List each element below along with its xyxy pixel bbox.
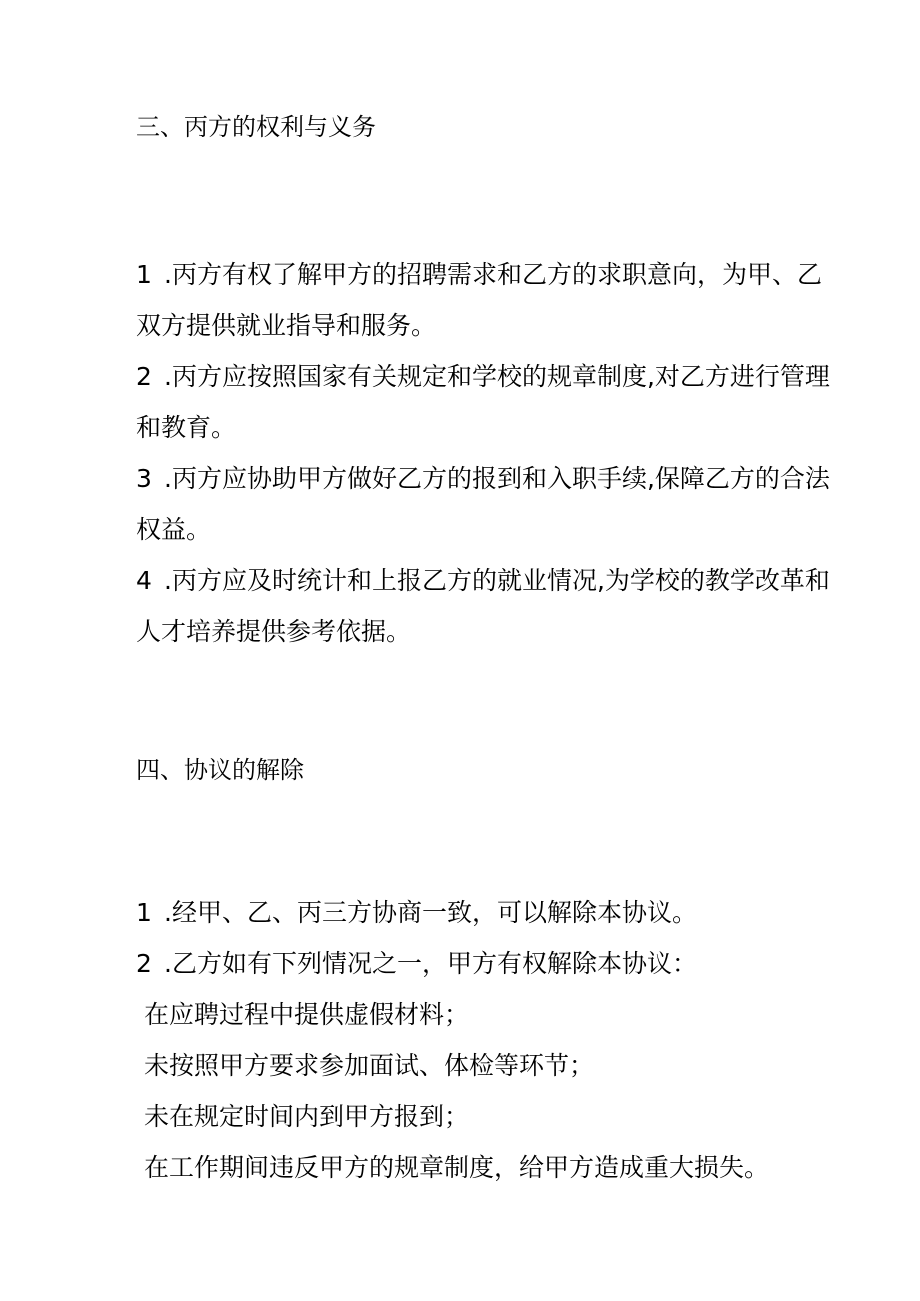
item-number: 1 — [136, 898, 152, 927]
item-text: .经甲、乙、丙三方协商一致，可以解除本协议。 — [164, 898, 697, 927]
item-number: 2 — [136, 362, 152, 391]
item-number: 3 — [136, 464, 152, 493]
item-text: .丙方有权了解甲方的招聘需求和乙方的求职意向，为甲、乙 — [164, 260, 822, 289]
item-number: 1 — [136, 260, 152, 289]
item-text: .乙方如有下列情况之一，甲方有权解除本协议： — [164, 949, 697, 978]
list-item — [136, 351, 830, 402]
list-item — [136, 887, 786, 938]
item-number: 2 — [136, 949, 152, 978]
sub-list-item: 未在规定时间内到甲方报到； — [144, 1102, 470, 1131]
list-item-continuation: 权益。 — [136, 515, 212, 544]
list-item — [136, 938, 786, 989]
section-4-heading: 四、协议的解除 — [136, 756, 304, 784]
list-item — [136, 453, 830, 504]
item-text: .丙方应协助甲方做好乙方的报到和入职手续,保障乙方的合法 — [164, 464, 830, 493]
sub-list-item: 在工作期间违反甲方的规章制度，给甲方造成重大损失。 — [144, 1153, 770, 1182]
list-item — [136, 249, 822, 300]
list-item-continuation: 人才培养提供参考依据。 — [136, 617, 412, 646]
section-4-list — [136, 887, 786, 1193]
list-item — [136, 555, 830, 606]
sub-list-item: 未按照甲方要求参加面试、体检等环节； — [144, 1051, 595, 1080]
section-3-list — [136, 249, 830, 657]
section-3-heading: 三、丙方的权利与义务 — [136, 113, 376, 141]
item-text: .丙方应及时统计和上报乙方的就业情况,为学校的教学改革和 — [164, 566, 830, 595]
sub-list-item: 在应聘过程中提供虚假材料； — [144, 1000, 470, 1029]
list-item-continuation: 和教育。 — [136, 413, 237, 442]
item-text: .丙方应按照国家有关规定和学校的规章制度,对乙方进行管理 — [164, 362, 830, 391]
item-number: 4 — [136, 566, 152, 595]
list-item-continuation: 双方提供就业指导和服务。 — [136, 311, 437, 340]
